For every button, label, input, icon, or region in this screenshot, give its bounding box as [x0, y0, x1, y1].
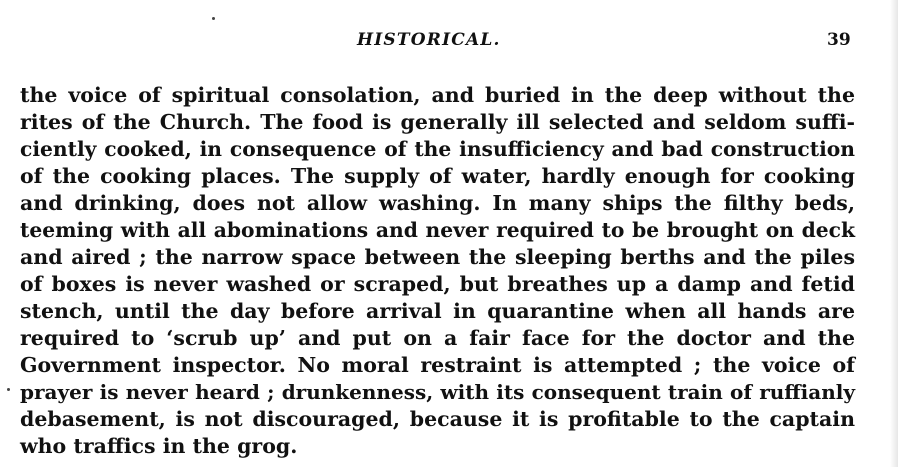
- text-line: who traffics in the grog.: [20, 434, 298, 458]
- print-speck: [7, 388, 10, 391]
- text-line: and drinking, does not allow washing. In many ships the filthy beds,: [20, 191, 855, 215]
- text-line: teeming with all abominations and never required to be brought on deck: [20, 218, 855, 242]
- page-number: 39: [827, 30, 851, 50]
- text-line: of the cooking places. The supply of water, hardly enough for cooking: [20, 164, 855, 188]
- text-line: of boxes is never washed or scraped, but breathes up a damp and fetid: [20, 272, 855, 296]
- text-line: stench, until the day before arrival in quarantine when all hands are: [20, 299, 855, 323]
- text-line: rites of the Church. The food is generally ill selected and seldom suffi-: [20, 110, 855, 134]
- text-line: required to ‘scrub up’ and put on a fair face for the doctor and the: [20, 326, 855, 350]
- text-line: and aired ; the narrow space between the sleeping berths and the piles: [20, 245, 855, 269]
- text-line: Government inspector. No moral restraint is attempted ; the voice of: [20, 353, 855, 377]
- body-paragraph: [20, 82, 855, 460]
- text-line: prayer is never heard ; drunkenness, with its consequent train of ruffianly: [20, 380, 855, 404]
- print-speck: [212, 17, 215, 20]
- running-title: HISTORICAL.: [357, 30, 501, 50]
- running-head: [0, 30, 898, 54]
- text-line: ciently cooked, in consequence of the insufficiency and bad construction: [20, 137, 855, 161]
- page-edge-shadow: [890, 0, 898, 467]
- text-line: debasement, is not discouraged, because it is profitable to the captain: [20, 407, 855, 431]
- text-line: the voice of spiritual consolation, and buried in the deep without the: [20, 83, 855, 107]
